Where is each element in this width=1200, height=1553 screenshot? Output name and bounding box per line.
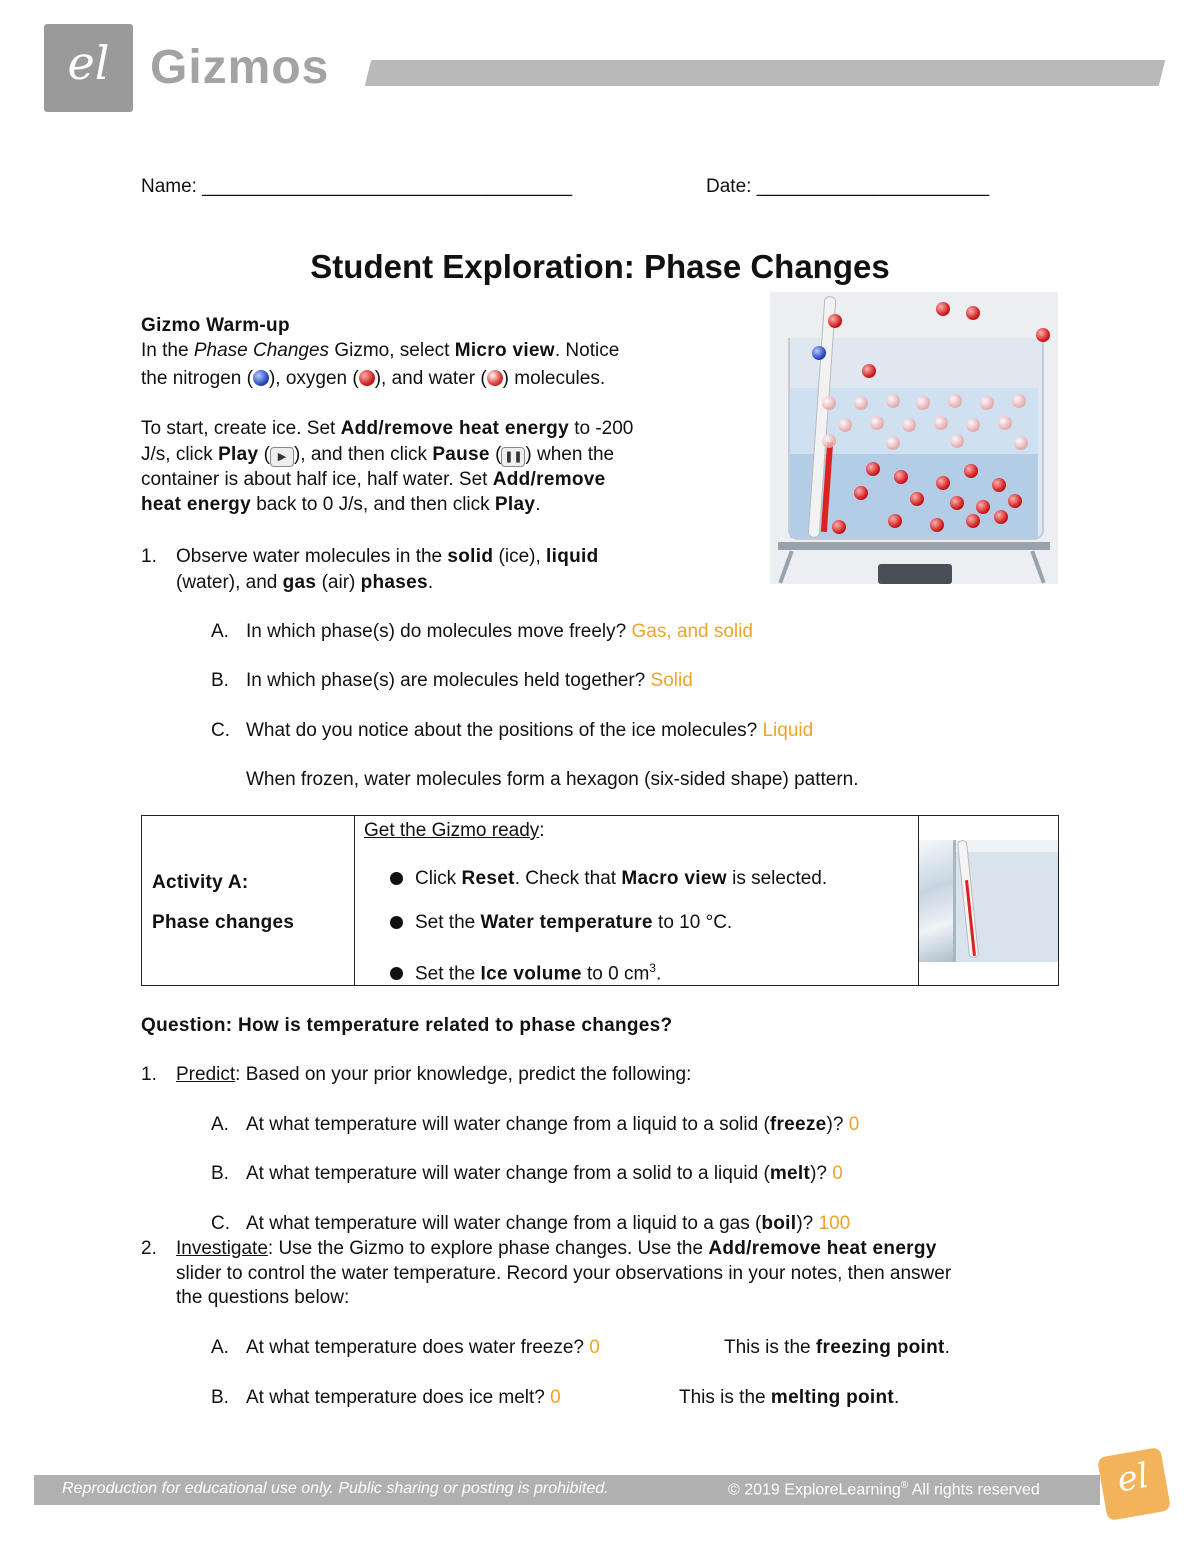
warmup-line-2: the nitrogen ( ), oxygen ( ), and water ( ) molecules. — [141, 368, 606, 389]
question-heading: Question: How is temperature related to phase changes? — [141, 1015, 673, 1036]
investigate-a-label: A. — [211, 1337, 229, 1358]
footer-copyright: © 2019 ExploreLearning® All rights reserved — [728, 1480, 1040, 1499]
play-icon: ▶ — [270, 447, 294, 467]
water-molecule-icon — [487, 370, 503, 386]
investigate-line-3: the questions below: — [176, 1287, 350, 1308]
get-ready-heading: Get the Gizmo ready: — [364, 820, 545, 841]
date-field: Date: ______________________ — [706, 176, 990, 197]
predict-c: At what temperature will water change from a liquid to a gas (boil)? 100 — [246, 1213, 851, 1234]
q1-b: In which phase(s) are molecules held together? Solid — [246, 670, 693, 691]
setup-item-temperature: Set the Water temperature to 10 °C. — [390, 910, 732, 936]
explorelearning-logo: el — [1097, 1447, 1171, 1521]
predict-a: At what temperature will water change from a liquid to a solid (freeze)? 0 — [246, 1114, 860, 1135]
investigate-a: At what temperature does water freeze? 0 — [246, 1337, 600, 1358]
predict-b-answer: 0 — [832, 1163, 843, 1184]
investigate-line-1: Investigate: Use the Gizmo to explore phase changes. Use the Add/remove heat energy — [176, 1238, 937, 1259]
q1-a: In which phase(s) do molecules move freely? Gas, and solid — [246, 621, 753, 642]
freezing-point-note: This is the freezing point. — [724, 1337, 950, 1358]
q1-note: When frozen, water molecules form a hexagon (six-sided shape) pattern. — [246, 769, 859, 790]
activity-subtitle: Phase changes — [152, 912, 295, 933]
investigate-line-2: slider to control the water temperature. Record your observations in your notes, then answer — [176, 1263, 952, 1284]
activity-title: Activity A: — [152, 872, 249, 893]
warmup-line-4: J/s, click Play ( ▶ ), and then click Pause ( ❚❚ ) when the — [141, 444, 615, 465]
predict-c-answer: 100 — [818, 1213, 851, 1234]
warmup-line-6: heat energy back to 0 J/s, and then click Play. — [141, 494, 541, 515]
predict-c-label: C. — [211, 1213, 230, 1234]
warmup-line-1: In the Phase Changes Gizmo, select Micro view. Notice — [141, 340, 620, 361]
warmup-line-3: To start, create ice. Set Add/remove heat energy to -200 — [141, 418, 634, 439]
name-field: Name: ___________________________________ — [141, 176, 573, 197]
warmup-line-5: container is about half ice, half water. Set Add/remove — [141, 469, 606, 490]
predict-a-answer: 0 — [848, 1114, 860, 1135]
setup-item-ice-volume: Set the Ice volume to 0 $cm^3$. — [390, 955, 661, 987]
investigate-b-answer: 0 — [550, 1387, 561, 1408]
q1-b-answer: Solid — [650, 670, 693, 691]
predict-b: At what temperature will water change from a solid to a liquid (melt)? 0 — [246, 1163, 843, 1184]
gizmos-logo: el — [44, 24, 133, 112]
predict-number: 1. — [141, 1064, 157, 1085]
warmup-heading: Gizmo Warm-up — [141, 315, 290, 336]
q1-line-1: Observe water molecules in the solid (ice), liquid — [176, 546, 599, 567]
bullet-icon — [390, 872, 403, 885]
pause-icon: ❚❚ — [501, 447, 525, 467]
footer-disclaimer: Reproduction for educational use only. Public sharing or posting is prohibited. — [62, 1480, 609, 1497]
header-bar — [365, 60, 1165, 86]
q1-number: 1. — [141, 546, 157, 567]
investigate-a-answer: 0 — [589, 1337, 600, 1358]
gizmo-micro-view-illustration — [770, 292, 1058, 584]
predict-intro: Predict: Based on your prior knowledge, predict the following: — [176, 1064, 692, 1085]
nitrogen-molecule-icon — [253, 370, 269, 386]
predict-b-label: B. — [211, 1163, 229, 1184]
brand-name: Gizmos — [150, 41, 330, 94]
q1-c-label: C. — [211, 720, 230, 741]
page-title: Student Exploration: Phase Changes — [310, 248, 890, 285]
q1-a-label: A. — [211, 621, 229, 642]
gizmo-macro-view-thumbnail — [919, 840, 1058, 962]
q1-line-2: (water), and gas (air) phases. — [176, 572, 434, 593]
investigate-b: At what temperature does ice melt? 0 — [246, 1387, 561, 1408]
q1-b-label: B. — [211, 670, 229, 691]
q1-c: What do you notice about the positions of the ice molecules? Liquid — [246, 720, 814, 741]
oxygen-molecule-icon — [359, 370, 375, 386]
setup-item-reset: Click Reset. Check that Macro view is selected. — [390, 866, 827, 892]
bullet-icon — [390, 967, 403, 980]
q1-c-answer: Liquid — [762, 720, 814, 741]
investigate-b-label: B. — [211, 1387, 229, 1408]
q1-a-answer: Gas, and solid — [631, 621, 753, 642]
melting-point-note: This is the melting point. — [679, 1387, 900, 1408]
investigate-number: 2. — [141, 1238, 157, 1259]
bullet-icon — [390, 916, 403, 929]
predict-a-label: A. — [211, 1114, 229, 1135]
